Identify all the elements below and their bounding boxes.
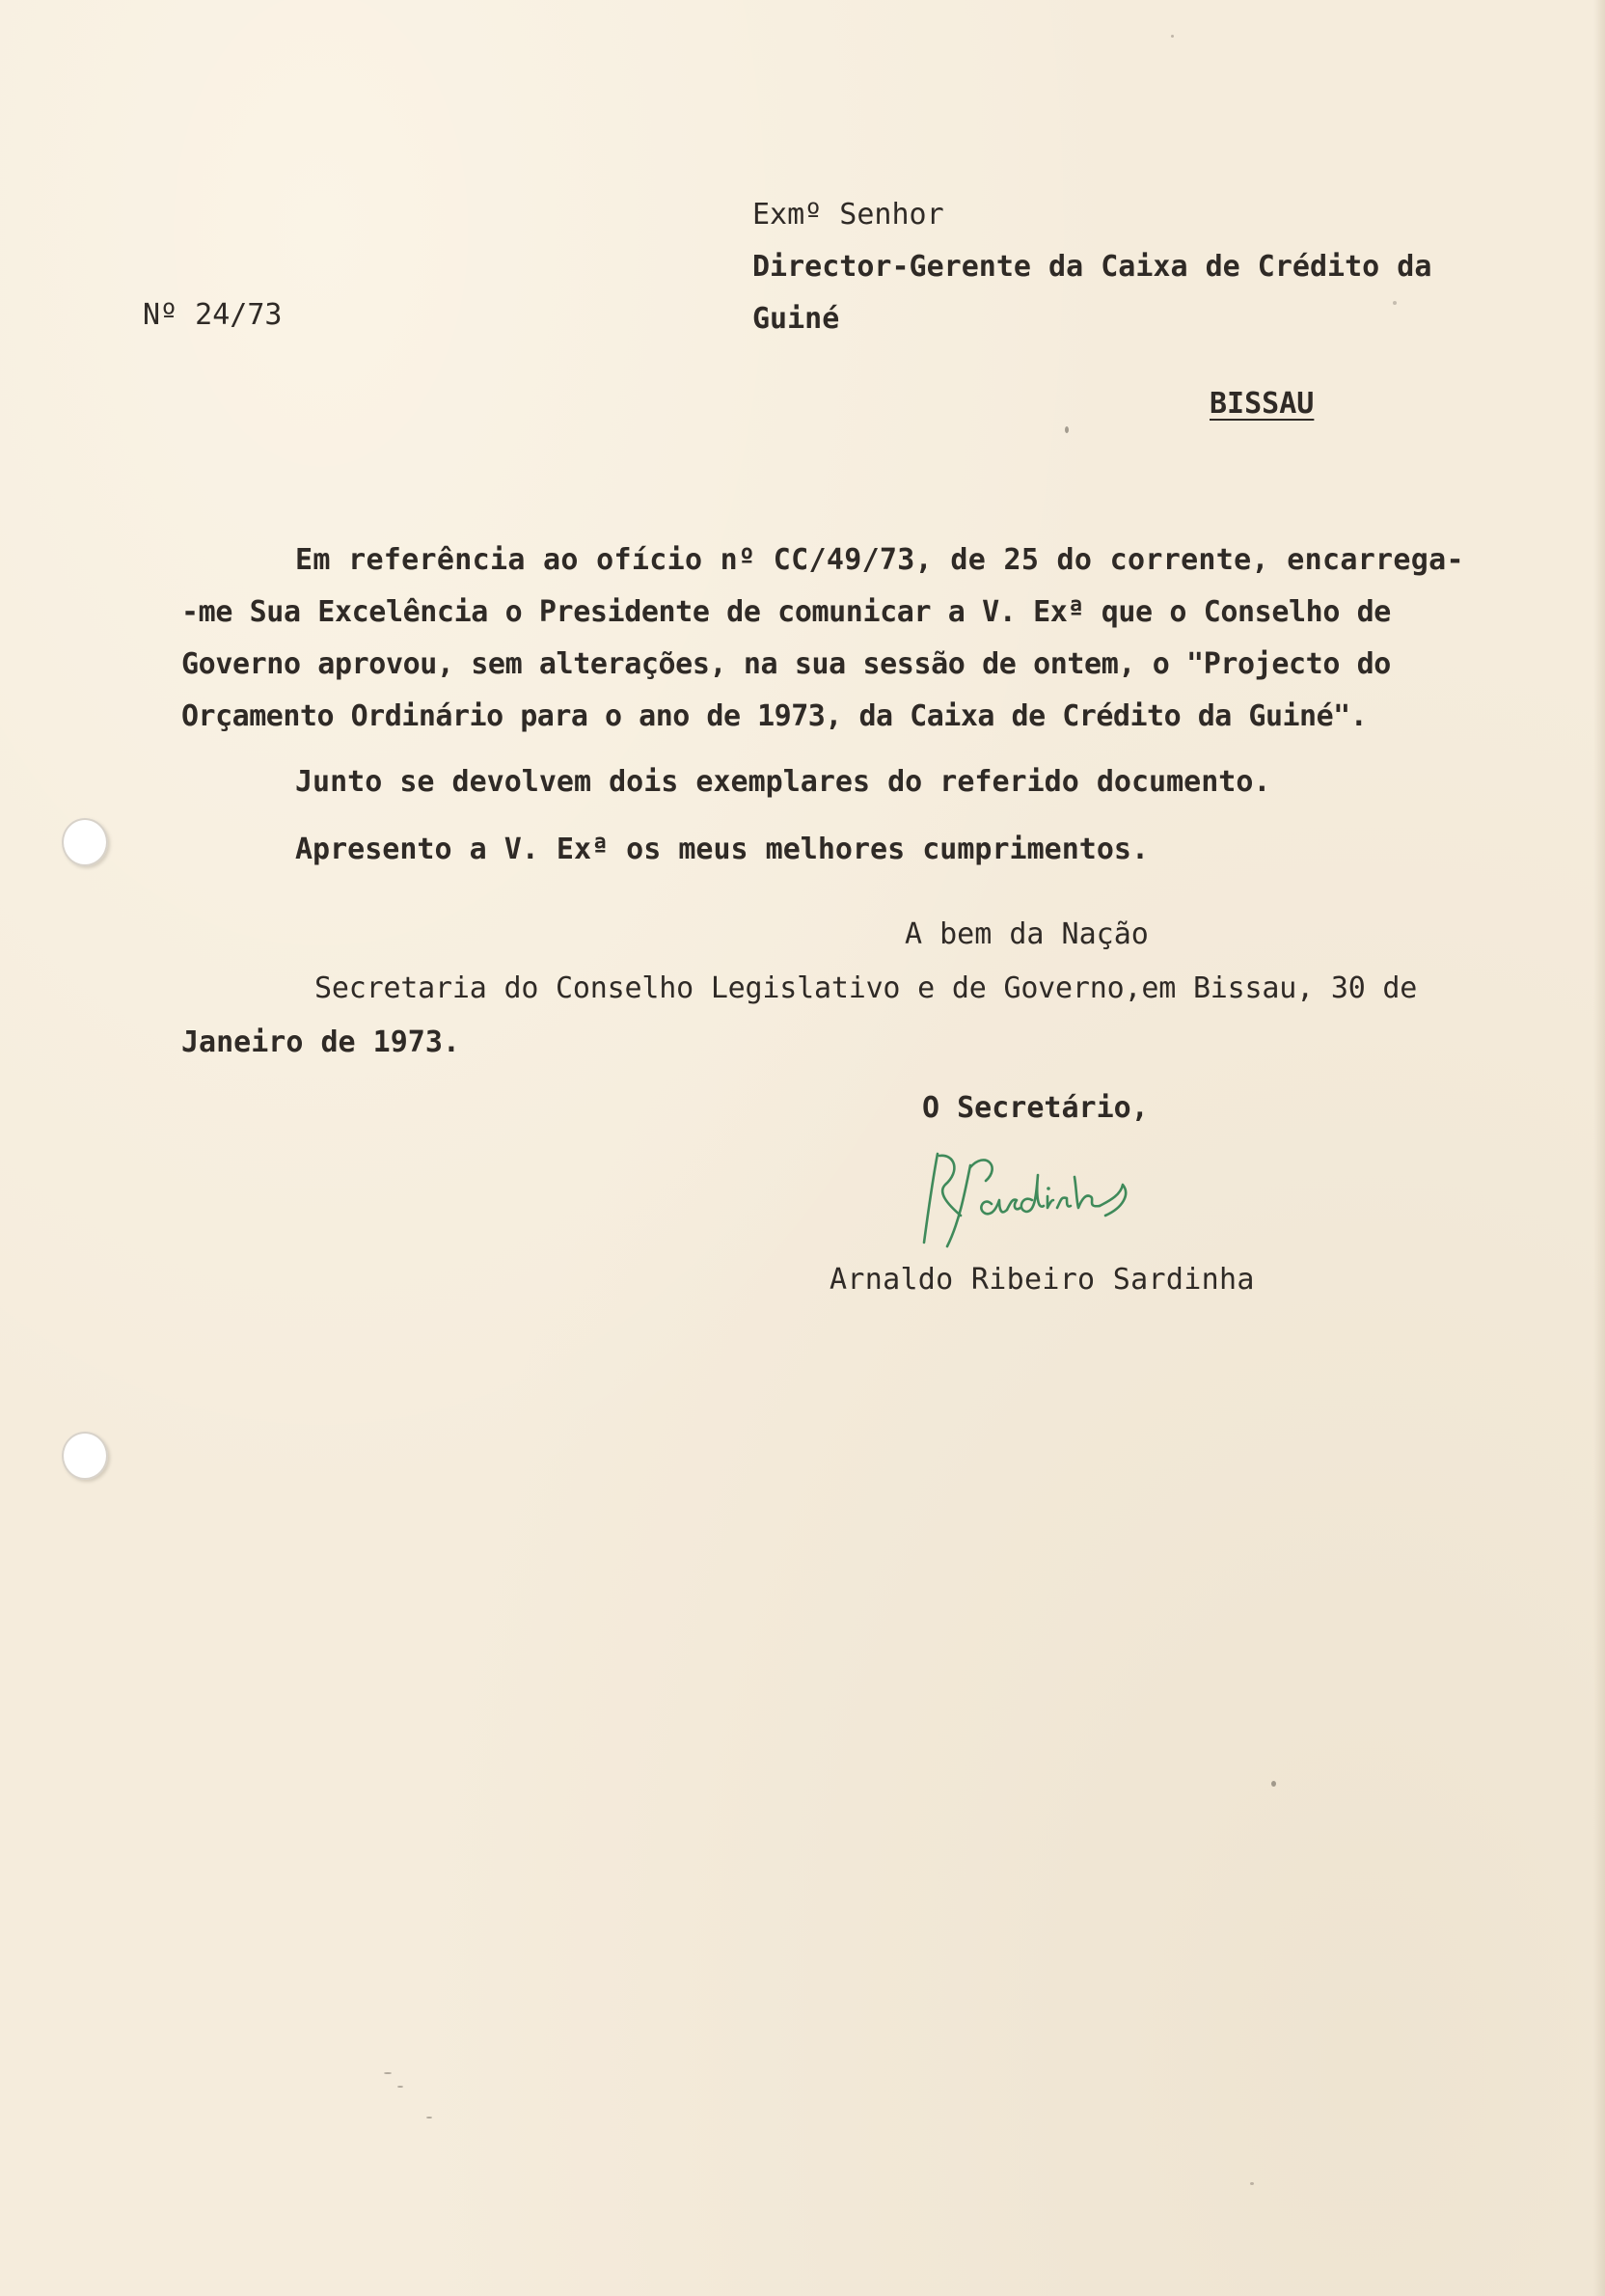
addressee-title-line-2: Guiné bbox=[752, 302, 840, 336]
signature-stroke-7 bbox=[1021, 1175, 1044, 1212]
body-paragraph-2: Junto se devolvem dois exemplares do referido documento. bbox=[295, 765, 1271, 799]
signatory-name: Arnaldo Ribeiro Sardinha bbox=[830, 1263, 1255, 1297]
paper-speck bbox=[1271, 1781, 1276, 1787]
body-paragraph-1-line-1: Em referência ao ofício nº CC/49/73, de 25 do corrente, encarrega- bbox=[295, 543, 1464, 577]
addressee-city: BISSAU bbox=[1210, 387, 1315, 421]
paper-speck bbox=[397, 2086, 403, 2088]
reference-number: Nº 24/73 bbox=[143, 298, 283, 332]
body-paragraph-1-line-4: Orçamento Ordinário para o ano de 1973, da Caixa de Crédito da Guiné". bbox=[181, 699, 1368, 733]
handwritten-signature bbox=[916, 1146, 1148, 1252]
signature-stroke-9 bbox=[1057, 1197, 1071, 1208]
page-edge-shadow bbox=[1593, 0, 1605, 2296]
addressee-title-line-1: Director-Gerente da Caixa de Crédito da bbox=[752, 250, 1432, 284]
paper-speck bbox=[1065, 426, 1069, 433]
signature-stroke-11 bbox=[1100, 1185, 1126, 1216]
closing-motto: A bem da Nação bbox=[905, 917, 1149, 951]
signature-dot bbox=[1047, 1187, 1050, 1190]
signature-stroke-5 bbox=[981, 1200, 1007, 1214]
signature-stroke-6 bbox=[1007, 1199, 1020, 1210]
signature-stroke-1 bbox=[924, 1154, 938, 1243]
signature-stroke-10 bbox=[1075, 1177, 1100, 1208]
body-paragraph-3: Apresento a V. Exª os meus melhores cumprimentos. bbox=[295, 833, 1150, 866]
closing-place-date-line-1: Secretaria do Conselho Legislativo e de Governo,em Bissau, 30 de bbox=[314, 971, 1418, 1005]
punch-hole-lower bbox=[62, 1432, 108, 1480]
paper-speck bbox=[384, 2072, 392, 2074]
body-paragraph-1-line-2: -me Sua Excelência o Presidente de comunicar a V. Exª que o Conselho de bbox=[181, 595, 1391, 629]
paper-speck bbox=[426, 2117, 432, 2118]
paper-speck bbox=[1171, 35, 1174, 38]
paper-speck bbox=[1393, 301, 1397, 305]
addressee-salutation: Exmº Senhor bbox=[752, 198, 944, 232]
punch-hole-upper bbox=[62, 818, 108, 866]
signature-stroke-2 bbox=[939, 1156, 961, 1216]
closing-role: O Secretário, bbox=[922, 1091, 1149, 1125]
body-paragraph-1-line-3: Governo aprovou, sem alterações, na sua sessão de ontem, o "Projecto do bbox=[181, 647, 1391, 681]
paper-speck bbox=[1250, 2182, 1254, 2185]
closing-place-date-line-2: Janeiro de 1973. bbox=[181, 1025, 460, 1059]
signature-stroke-4 bbox=[970, 1160, 993, 1181]
signature-stroke-8 bbox=[1047, 1196, 1053, 1208]
